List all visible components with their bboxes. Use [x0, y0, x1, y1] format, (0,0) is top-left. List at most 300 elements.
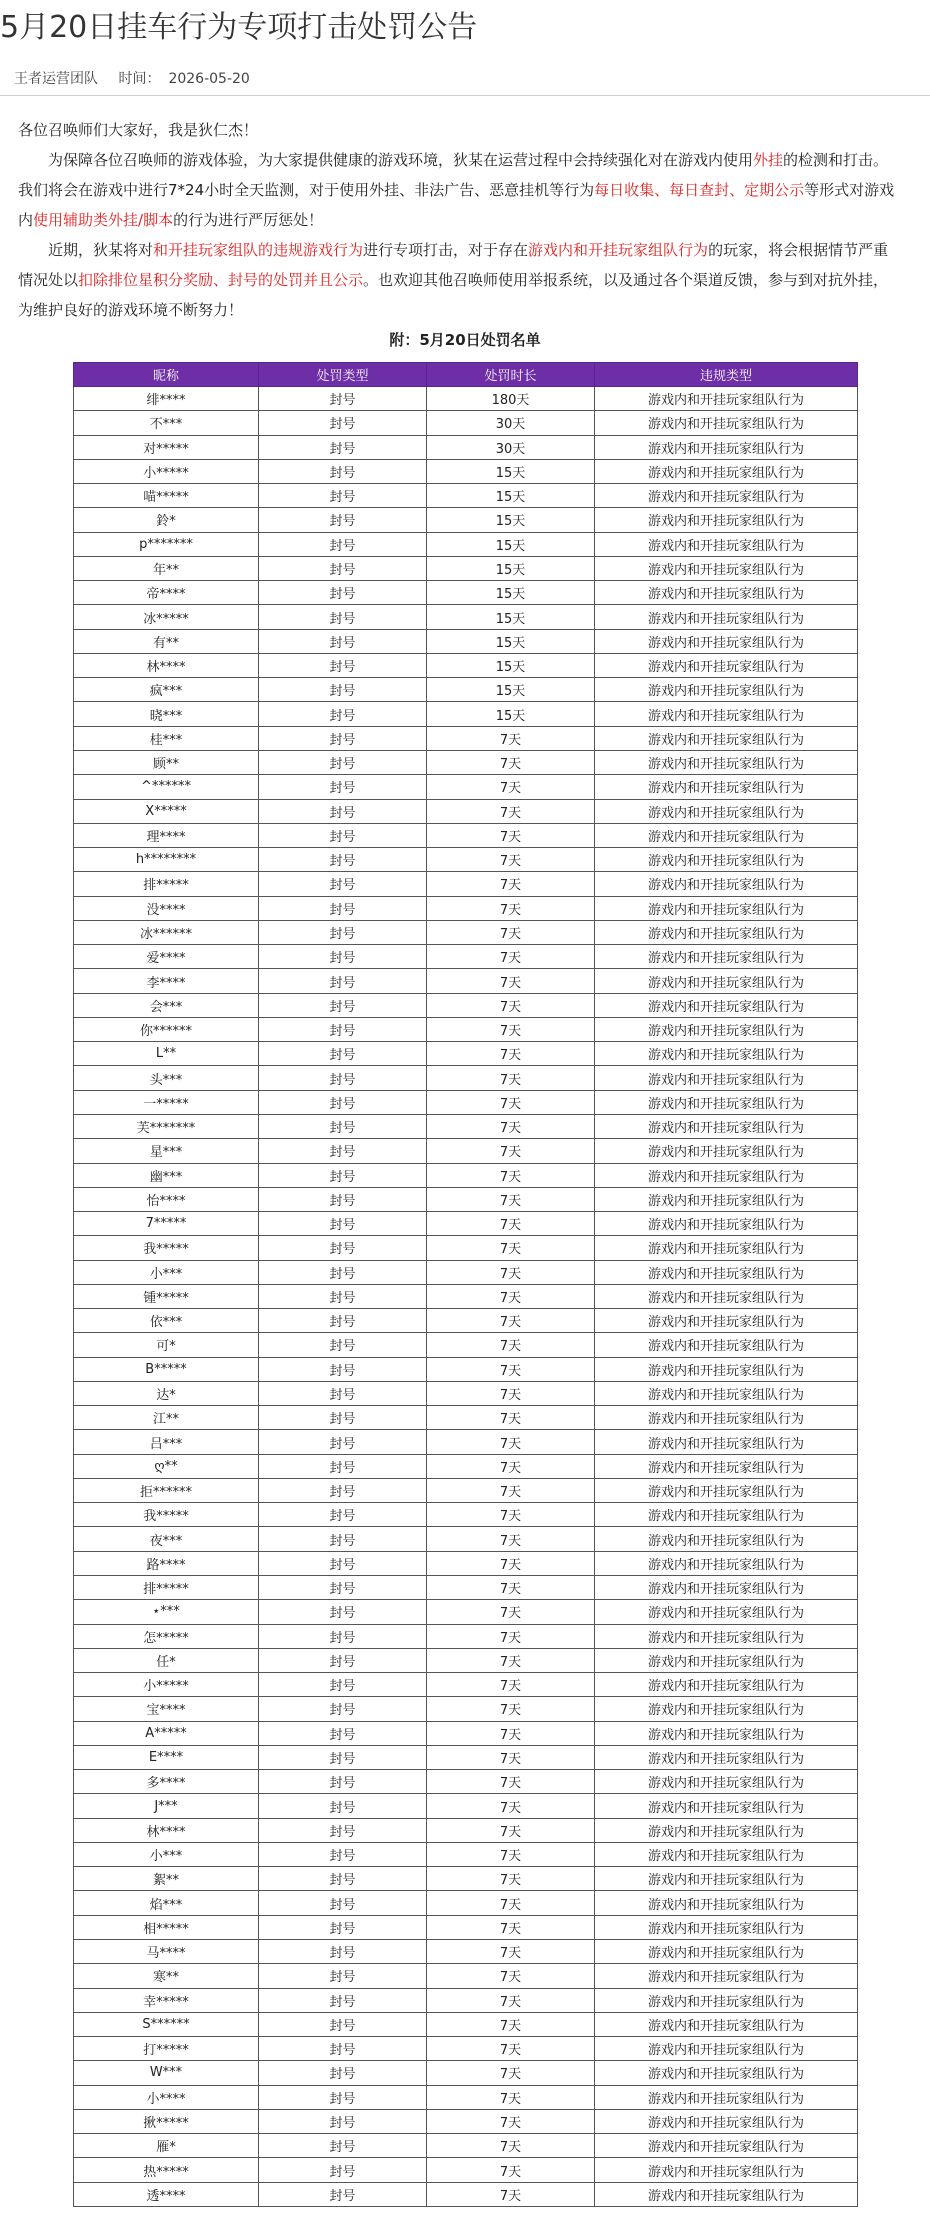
table-row	[74, 2109, 858, 2133]
penalty-type-cell: 封号	[259, 605, 427, 629]
violation-type-cell: 游戏内和开挂玩家组队行为	[595, 1673, 858, 1697]
nickname-cell: 帝****	[74, 581, 259, 605]
table-row	[74, 2182, 858, 2206]
penalty-duration-cell: 7天	[427, 969, 595, 993]
penalty-duration-cell: 7天	[427, 1163, 595, 1187]
table-row	[74, 1867, 858, 1891]
violation-type-cell: 游戏内和开挂玩家组队行为	[595, 1212, 858, 1236]
penalty-type-cell: 封号	[259, 1842, 427, 1866]
nickname-cell: 小***	[74, 1260, 259, 1284]
penalty-duration-cell: 7天	[427, 1114, 595, 1138]
page-title: 5月20日挂车行为专项打击处罚公告	[0, 10, 478, 45]
table-row	[74, 823, 858, 847]
table-row	[74, 1673, 858, 1697]
penalty-duration-cell: 15天	[427, 629, 595, 653]
penalty-duration-cell: 7天	[427, 1212, 595, 1236]
penalty-duration-cell: 15天	[427, 508, 595, 532]
table-row	[74, 1503, 858, 1527]
penalty-type-cell: 封号	[259, 775, 427, 799]
penalty-duration-cell: 7天	[427, 1624, 595, 1648]
table-row	[74, 678, 858, 702]
table-row	[74, 1430, 858, 1454]
penalty-type-cell: 封号	[259, 1430, 427, 1454]
penalty-type-cell: 封号	[259, 1454, 427, 1478]
table-row	[74, 1406, 858, 1430]
penalty-duration-cell: 7天	[427, 1381, 595, 1405]
violation-type-cell: 游戏内和开挂玩家组队行为	[595, 1842, 858, 1866]
table-row	[74, 1309, 858, 1333]
penalty-duration-cell: 7天	[427, 1940, 595, 1964]
violation-type-cell: 游戏内和开挂玩家组队行为	[595, 532, 858, 556]
violation-type-cell: 游戏内和开挂玩家组队行为	[595, 993, 858, 1017]
nickname-cell: 桂***	[74, 726, 259, 750]
nickname-cell: 絮**	[74, 1867, 259, 1891]
table-row	[74, 508, 858, 532]
violation-type-cell: 游戏内和开挂玩家组队行为	[595, 1988, 858, 2012]
violation-type-cell: 游戏内和开挂玩家组队行为	[595, 2037, 858, 2061]
table-row	[74, 1381, 858, 1405]
penalty-duration-cell: 15天	[427, 605, 595, 629]
p2-highlight-b: 游戏内和开挂玩家组队行为	[528, 241, 709, 259]
violation-type-cell: 游戏内和开挂玩家组队行为	[595, 1964, 858, 1988]
penalty-type-cell: 封号	[259, 435, 427, 459]
penalty-duration-cell: 7天	[427, 1770, 595, 1794]
nickname-cell: 透****	[74, 2182, 259, 2206]
violation-type-cell: 游戏内和开挂玩家组队行为	[595, 1503, 858, 1527]
penalty-duration-cell: 7天	[427, 1017, 595, 1041]
nickname-cell: 揪*****	[74, 2109, 259, 2133]
violation-type-cell: 游戏内和开挂玩家组队行为	[595, 1794, 858, 1818]
penalty-list-table	[73, 362, 858, 2207]
violation-type-cell: 游戏内和开挂玩家组队行为	[595, 2061, 858, 2085]
penalty-duration-cell: 7天	[427, 993, 595, 1017]
penalty-duration-cell: 7天	[427, 848, 595, 872]
nickname-cell: 林****	[74, 653, 259, 677]
penalty-type-cell: 封号	[259, 945, 427, 969]
nickname-cell: 我*****	[74, 1503, 259, 1527]
penalty-duration-cell: 7天	[427, 750, 595, 774]
table-row	[74, 1770, 858, 1794]
nickname-cell: 芙*******	[74, 1114, 259, 1138]
penalty-type-cell: 封号	[259, 459, 427, 483]
violation-type-cell: 游戏内和开挂玩家组队行为	[595, 969, 858, 993]
violation-type-cell: 游戏内和开挂玩家组队行为	[595, 1236, 858, 1260]
header-penalty-duration: 处罚时长	[427, 363, 595, 387]
nickname-cell: 理****	[74, 823, 259, 847]
nickname-cell: 怡****	[74, 1187, 259, 1211]
publish-date: 2026-05-20	[168, 71, 250, 87]
penalty-duration-cell: 7天	[427, 945, 595, 969]
nickname-cell: 焰***	[74, 1891, 259, 1915]
penalty-type-cell: 封号	[259, 993, 427, 1017]
table-row	[74, 1333, 858, 1357]
penalty-duration-cell: 7天	[427, 1867, 595, 1891]
table-row	[74, 1478, 858, 1502]
penalty-type-cell: 封号	[259, 2182, 427, 2206]
penalty-type-cell: 封号	[259, 920, 427, 944]
penalty-type-cell: 封号	[259, 2134, 427, 2158]
penalty-type-cell: 封号	[259, 2109, 427, 2133]
nickname-cell: 李****	[74, 969, 259, 993]
violation-type-cell: 游戏内和开挂玩家组队行为	[595, 2134, 858, 2158]
nickname-cell: 排*****	[74, 872, 259, 896]
violation-type-cell: 游戏内和开挂玩家组队行为	[595, 2109, 858, 2133]
violation-type-cell: 游戏内和开挂玩家组队行为	[595, 1624, 858, 1648]
p1-text-c: 等形式对游戏内	[18, 181, 895, 229]
table-row	[74, 629, 858, 653]
nickname-cell: 星***	[74, 1139, 259, 1163]
table-row	[74, 1357, 858, 1381]
penalty-type-cell: 封号	[259, 1818, 427, 1842]
violation-type-cell: 游戏内和开挂玩家组队行为	[595, 1284, 858, 1308]
penalty-type-cell: 封号	[259, 2012, 427, 2036]
table-row	[74, 2085, 858, 2109]
penalty-duration-cell: 7天	[427, 2061, 595, 2085]
table-row	[74, 969, 858, 993]
table-row	[74, 459, 858, 483]
nickname-cell: 没****	[74, 896, 259, 920]
violation-type-cell: 游戏内和开挂玩家组队行为	[595, 1721, 858, 1745]
penalty-duration-cell: 7天	[427, 823, 595, 847]
nickname-cell: 顾**	[74, 750, 259, 774]
penalty-type-cell: 封号	[259, 1357, 427, 1381]
nickname-cell: 喵*****	[74, 484, 259, 508]
table-row	[74, 1042, 858, 1066]
penalty-duration-cell: 7天	[427, 1284, 595, 1308]
nickname-cell: 雁*	[74, 2134, 259, 2158]
penalty-type-cell: 封号	[259, 678, 427, 702]
violation-type-cell: 游戏内和开挂玩家组队行为	[595, 1697, 858, 1721]
table-row	[74, 1891, 858, 1915]
p1-highlight-a: 外挂	[753, 151, 784, 169]
nickname-cell: 幸*****	[74, 1988, 259, 2012]
nickname-cell: L**	[74, 1042, 259, 1066]
table-row	[74, 993, 858, 1017]
table-row	[74, 2134, 858, 2158]
penalty-type-cell: 封号	[259, 2158, 427, 2182]
penalty-duration-cell: 7天	[427, 1648, 595, 1672]
table-row	[74, 1090, 858, 1114]
penalty-type-cell: 封号	[259, 702, 427, 726]
nickname-cell: 冰******	[74, 920, 259, 944]
paragraph-1	[18, 145, 902, 235]
penalty-duration-cell: 7天	[427, 1430, 595, 1454]
violation-type-cell: 游戏内和开挂玩家组队行为	[595, 1867, 858, 1891]
penalty-type-cell: 封号	[259, 1066, 427, 1090]
violation-type-cell: 游戏内和开挂玩家组队行为	[595, 1309, 858, 1333]
nickname-cell: 吕***	[74, 1430, 259, 1454]
penalty-duration-cell: 7天	[427, 1818, 595, 1842]
penalty-type-cell: 封号	[259, 1697, 427, 1721]
table-row	[74, 2061, 858, 2085]
penalty-type-cell: 封号	[259, 969, 427, 993]
violation-type-cell: 游戏内和开挂玩家组队行为	[595, 702, 858, 726]
table-row	[74, 1988, 858, 2012]
nickname-cell: 打*****	[74, 2037, 259, 2061]
p2-text-b: 进行专项打击，对于存在	[363, 241, 529, 259]
penalty-type-cell: 封号	[259, 1114, 427, 1138]
violation-type-cell: 游戏内和开挂玩家组队行为	[595, 678, 858, 702]
table-row	[74, 1940, 858, 1964]
violation-type-cell: 游戏内和开挂玩家组队行为	[595, 726, 858, 750]
penalty-duration-cell: 7天	[427, 1187, 595, 1211]
penalty-type-cell: 封号	[259, 387, 427, 411]
violation-type-cell: 游戏内和开挂玩家组队行为	[595, 823, 858, 847]
penalty-type-cell: 封号	[259, 1648, 427, 1672]
penalty-duration-cell: 7天	[427, 1600, 595, 1624]
penalty-duration-cell: 7天	[427, 1576, 595, 1600]
table-row	[74, 1139, 858, 1163]
nickname-cell: 路****	[74, 1551, 259, 1575]
table-row	[74, 1114, 858, 1138]
header-penalty-type: 处罚类型	[259, 363, 427, 387]
nickname-cell: 达*	[74, 1381, 259, 1405]
penalty-duration-cell: 7天	[427, 1260, 595, 1284]
table-row	[74, 1066, 858, 1090]
nickname-cell: 我*****	[74, 1236, 259, 1260]
table-row	[74, 1697, 858, 1721]
violation-type-cell: 游戏内和开挂玩家组队行为	[595, 1139, 858, 1163]
table-row	[74, 1527, 858, 1551]
penalty-duration-cell: 15天	[427, 653, 595, 677]
violation-type-cell: 游戏内和开挂玩家组队行为	[595, 2012, 858, 2036]
violation-type-cell: 游戏内和开挂玩家组队行为	[595, 2158, 858, 2182]
nickname-cell: 相*****	[74, 1915, 259, 1939]
penalty-duration-cell: 7天	[427, 1551, 595, 1575]
nickname-cell: 锺*****	[74, 1284, 259, 1308]
table-row	[74, 775, 858, 799]
penalty-type-cell: 封号	[259, 1527, 427, 1551]
p1-highlight-b: 每日收集、每日查封、定期公示	[594, 181, 805, 199]
penalty-duration-cell: 7天	[427, 2109, 595, 2133]
violation-type-cell: 游戏内和开挂玩家组队行为	[595, 411, 858, 435]
violation-type-cell: 游戏内和开挂玩家组队行为	[595, 775, 858, 799]
table-row	[74, 750, 858, 774]
penalty-duration-cell: 7天	[427, 1673, 595, 1697]
penalty-type-cell: 封号	[259, 1090, 427, 1114]
violation-type-cell: 游戏内和开挂玩家组队行为	[595, 1770, 858, 1794]
violation-type-cell: 游戏内和开挂玩家组队行为	[595, 1260, 858, 1284]
table-row	[74, 2012, 858, 2036]
violation-type-cell: 游戏内和开挂玩家组队行为	[595, 1551, 858, 1575]
violation-type-cell: 游戏内和开挂玩家组队行为	[595, 1017, 858, 1041]
table-row	[74, 1648, 858, 1672]
penalty-type-cell: 封号	[259, 1600, 427, 1624]
penalty-type-cell: 封号	[259, 508, 427, 532]
penalty-type-cell: 封号	[259, 1988, 427, 2012]
nickname-cell: 宝****	[74, 1697, 259, 1721]
penalty-duration-cell: 7天	[427, 2037, 595, 2061]
nickname-cell: ღ**	[74, 1454, 259, 1478]
penalty-duration-cell: 15天	[427, 678, 595, 702]
table-row	[74, 1212, 858, 1236]
penalty-type-cell: 封号	[259, 1381, 427, 1405]
table-row	[74, 1187, 858, 1211]
penalty-duration-cell: 7天	[427, 896, 595, 920]
violation-type-cell: 游戏内和开挂玩家组队行为	[595, 1042, 858, 1066]
penalty-type-cell: 封号	[259, 1721, 427, 1745]
nickname-cell: 寒**	[74, 1964, 259, 1988]
table-row	[74, 1818, 858, 1842]
violation-type-cell: 游戏内和开挂玩家组队行为	[595, 1333, 858, 1357]
nickname-cell: 可*	[74, 1333, 259, 1357]
table-row	[74, 799, 858, 823]
violation-type-cell: 游戏内和开挂玩家组队行为	[595, 896, 858, 920]
penalty-type-cell: 封号	[259, 2037, 427, 2061]
penalty-type-cell: 封号	[259, 532, 427, 556]
violation-type-cell: 游戏内和开挂玩家组队行为	[595, 1818, 858, 1842]
penalty-type-cell: 封号	[259, 896, 427, 920]
nickname-cell: p*******	[74, 532, 259, 556]
nickname-cell: h********	[74, 848, 259, 872]
penalty-type-cell: 封号	[259, 1212, 427, 1236]
penalty-type-cell: 封号	[259, 1139, 427, 1163]
nickname-cell: X*****	[74, 799, 259, 823]
penalty-type-cell: 封号	[259, 1017, 427, 1041]
table-row	[74, 532, 858, 556]
penalty-duration-cell: 7天	[427, 1697, 595, 1721]
penalty-duration-cell: 7天	[427, 1333, 595, 1357]
penalty-duration-cell: 7天	[427, 1503, 595, 1527]
penalty-duration-cell: 7天	[427, 920, 595, 944]
violation-type-cell: 游戏内和开挂玩家组队行为	[595, 1915, 858, 1939]
table-row	[74, 896, 858, 920]
nickname-cell: 不***	[74, 411, 259, 435]
table-row	[74, 2037, 858, 2061]
violation-type-cell: 游戏内和开挂玩家组队行为	[595, 581, 858, 605]
penalty-type-cell: 封号	[259, 556, 427, 580]
nickname-cell: 拒******	[74, 1478, 259, 1502]
penalty-type-cell: 封号	[259, 1551, 427, 1575]
penalty-type-cell: 封号	[259, 726, 427, 750]
penalty-type-cell: 封号	[259, 1503, 427, 1527]
nickname-cell: E****	[74, 1745, 259, 1769]
penalty-duration-cell: 7天	[427, 1454, 595, 1478]
violation-type-cell: 游戏内和开挂玩家组队行为	[595, 1478, 858, 1502]
violation-type-cell: 游戏内和开挂玩家组队行为	[595, 1406, 858, 1430]
nickname-cell: 对*****	[74, 435, 259, 459]
table-row	[74, 484, 858, 508]
table-row	[74, 653, 858, 677]
table-row	[74, 556, 858, 580]
penalty-type-cell: 封号	[259, 1284, 427, 1308]
violation-type-cell: 游戏内和开挂玩家组队行为	[595, 1527, 858, 1551]
p2-text-a: 近期，狄某将对	[48, 241, 154, 259]
penalty-duration-cell: 7天	[427, 1794, 595, 1818]
nickname-cell: 冰*****	[74, 605, 259, 629]
violation-type-cell: 游戏内和开挂玩家组队行为	[595, 387, 858, 411]
article-meta	[14, 68, 266, 88]
penalty-type-cell: 封号	[259, 411, 427, 435]
penalty-type-cell: 封号	[259, 823, 427, 847]
violation-type-cell: 游戏内和开挂玩家组队行为	[595, 1454, 858, 1478]
nickname-cell: 依***	[74, 1309, 259, 1333]
penalty-type-cell: 封号	[259, 1794, 427, 1818]
penalty-duration-cell: 7天	[427, 1745, 595, 1769]
table-row	[74, 848, 858, 872]
violation-type-cell: 游戏内和开挂玩家组队行为	[595, 848, 858, 872]
table-row	[74, 1017, 858, 1041]
penalty-duration-cell: 30天	[427, 435, 595, 459]
penalty-type-cell: 封号	[259, 2085, 427, 2109]
penalty-type-cell: 封号	[259, 484, 427, 508]
penalty-duration-cell: 7天	[427, 775, 595, 799]
violation-type-cell: 游戏内和开挂玩家组队行为	[595, 459, 858, 483]
violation-type-cell: 游戏内和开挂玩家组队行为	[595, 484, 858, 508]
penalty-type-cell: 封号	[259, 1260, 427, 1284]
violation-type-cell: 游戏内和开挂玩家组队行为	[595, 1357, 858, 1381]
violation-type-cell: 游戏内和开挂玩家组队行为	[595, 605, 858, 629]
header-nickname: 昵称	[74, 363, 259, 387]
penalty-duration-cell: 15天	[427, 459, 595, 483]
penalty-type-cell: 封号	[259, 1891, 427, 1915]
p2-text-d: 。也欢迎其他召唤师使用举报系统，以及通过各个渠道反馈，参与到对抗外挂，为维护良好的游戏环境不断努力！	[18, 271, 889, 319]
nickname-cell: 头***	[74, 1066, 259, 1090]
header-violation-type: 违规类型	[595, 363, 858, 387]
time-label: 时间：	[118, 71, 161, 87]
penalty-duration-cell: 7天	[427, 2134, 595, 2158]
table-row	[74, 411, 858, 435]
penalty-duration-cell: 7天	[427, 1721, 595, 1745]
violation-type-cell: 游戏内和开挂玩家组队行为	[595, 1066, 858, 1090]
nickname-cell: 林****	[74, 1818, 259, 1842]
penalty-duration-cell: 7天	[427, 1042, 595, 1066]
penalty-duration-cell: 7天	[427, 1406, 595, 1430]
table-row	[74, 726, 858, 750]
penalty-type-cell: 封号	[259, 1964, 427, 1988]
nickname-cell: 会***	[74, 993, 259, 1017]
nickname-cell: A*****	[74, 1721, 259, 1745]
nickname-cell: 夜***	[74, 1527, 259, 1551]
violation-type-cell: 游戏内和开挂玩家组队行为	[595, 1187, 858, 1211]
violation-type-cell: 游戏内和开挂玩家组队行为	[595, 1576, 858, 1600]
penalty-duration-cell: 7天	[427, 872, 595, 896]
penalty-type-cell: 封号	[259, 629, 427, 653]
p1-text-d: 的行为进行严厉惩处！	[173, 211, 324, 229]
table-body	[74, 387, 858, 2207]
table-row	[74, 1551, 858, 1575]
p2-highlight-c: 扣除排位星积分奖励、封号的处罚并且公示	[78, 271, 364, 289]
penalty-type-cell: 封号	[259, 1867, 427, 1891]
penalty-duration-cell: 7天	[427, 1964, 595, 1988]
table-row	[74, 1964, 858, 1988]
violation-type-cell: 游戏内和开挂玩家组队行为	[595, 1745, 858, 1769]
violation-type-cell: 游戏内和开挂玩家组队行为	[595, 799, 858, 823]
nickname-cell: 你******	[74, 1017, 259, 1041]
violation-type-cell: 游戏内和开挂玩家组队行为	[595, 1381, 858, 1405]
nickname-cell: 小****	[74, 2085, 259, 2109]
nickname-cell: 多****	[74, 1770, 259, 1794]
table-row	[74, 387, 858, 411]
violation-type-cell: 游戏内和开挂玩家组队行为	[595, 1940, 858, 1964]
penalty-duration-cell: 7天	[427, 1915, 595, 1939]
penalty-type-cell: 封号	[259, 1576, 427, 1600]
penalty-duration-cell: 7天	[427, 1090, 595, 1114]
greeting: 各位召唤师们大家好，我是狄仁杰！	[18, 121, 259, 139]
penalty-type-cell: 封号	[259, 1333, 427, 1357]
penalty-duration-cell: 7天	[427, 799, 595, 823]
p2-text-c: 的玩家，将会根据情节严重情况处以	[18, 241, 889, 289]
p1-text-a: 为保障各位召唤师的游戏体验，为大家提供健康的游戏环境，狄某在运营过程中会持续强化对在游戏内使用	[48, 151, 754, 169]
violation-type-cell: 游戏内和开挂玩家组队行为	[595, 2182, 858, 2206]
violation-type-cell: 游戏内和开挂玩家组队行为	[595, 920, 858, 944]
nickname-cell: 热*****	[74, 2158, 259, 2182]
violation-type-cell: 游戏内和开挂玩家组队行为	[595, 556, 858, 580]
penalty-duration-cell: 15天	[427, 702, 595, 726]
penalty-duration-cell: 15天	[427, 484, 595, 508]
nickname-cell: 排*****	[74, 1576, 259, 1600]
table-row	[74, 1745, 858, 1769]
